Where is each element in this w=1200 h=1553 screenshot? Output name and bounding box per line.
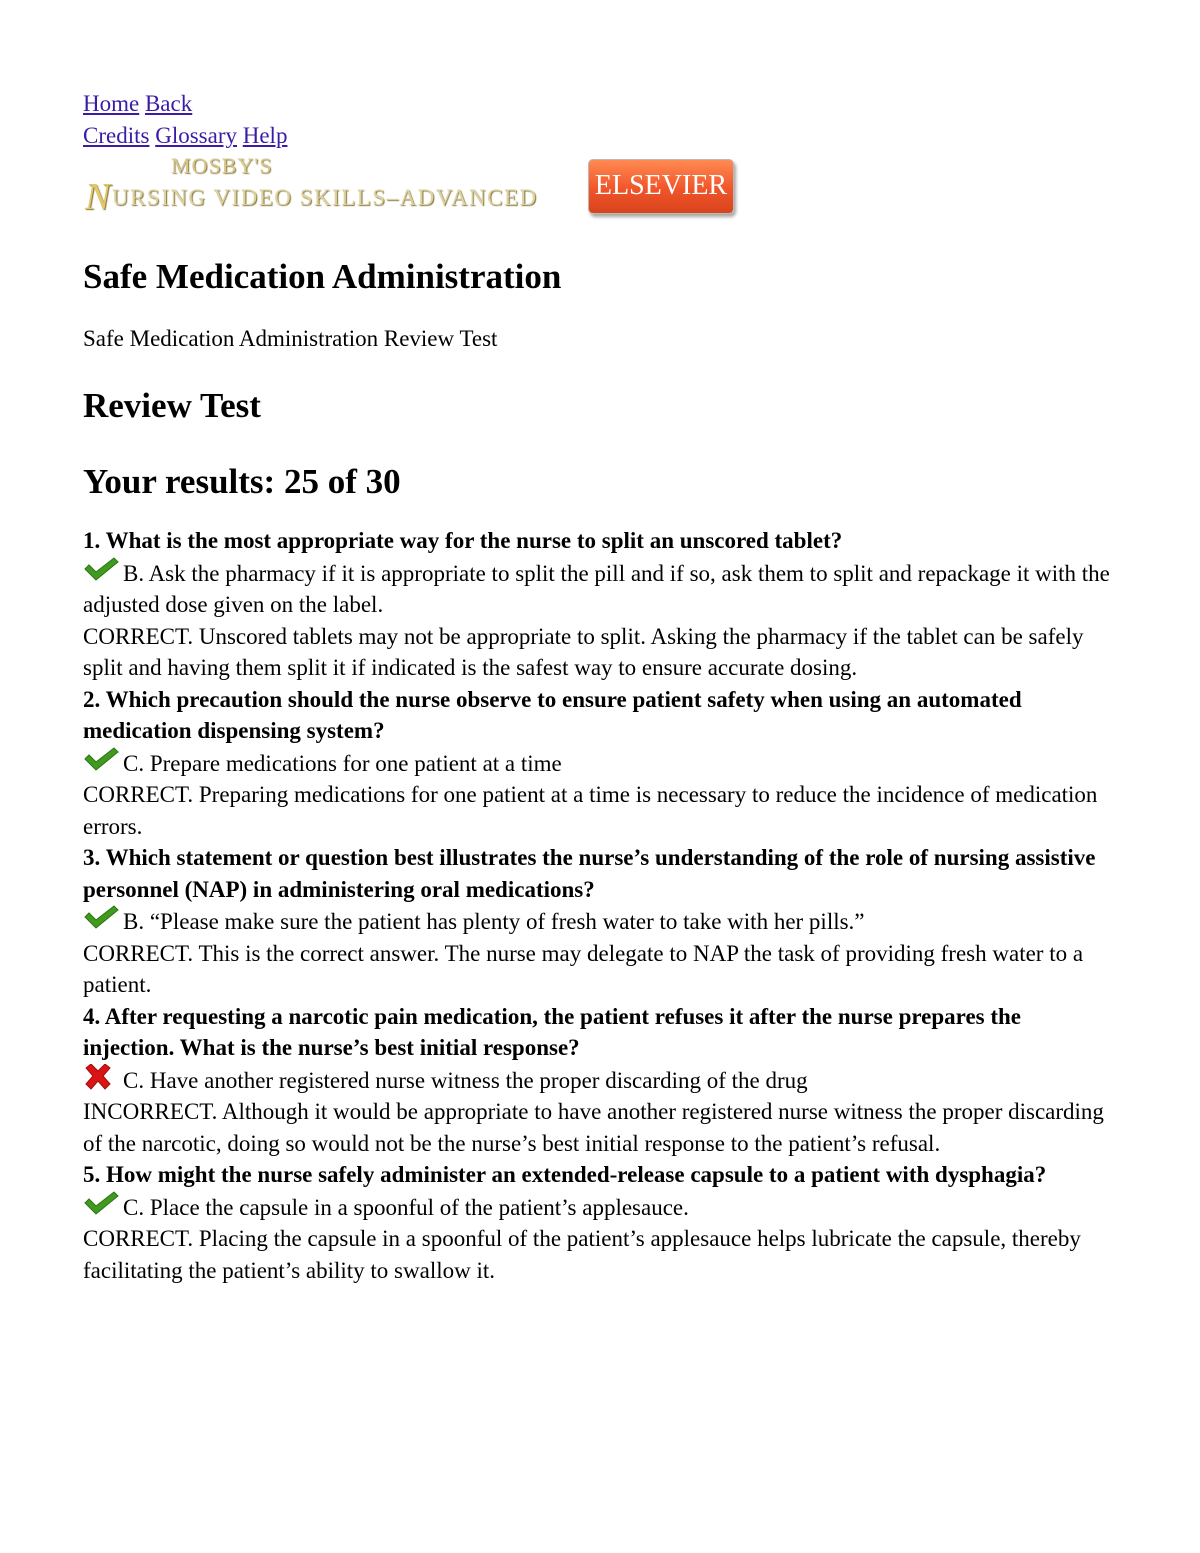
review-heading: Review Test <box>83 386 261 425</box>
answer-line <box>83 557 1118 621</box>
question-item <box>83 1001 1118 1160</box>
question-text: 2. Which precaution should the nurse observe to ensure patient safety when using an automated medication dispensing system? <box>83 686 1022 743</box>
answer-text: B. Ask the pharmacy if it is appropriate to split the pill and if so, ask them to split and repackage it with the adjusted dose given on the label. <box>83 560 1110 617</box>
answer-text: C. Prepare medications for one patient at a time <box>123 750 562 776</box>
feedback-text: CORRECT. Unscored tablets may not be appropriate to split. Asking the pharmacy if the tablet can be safely split and having them split it if indicated is the safest way to ensure accurate dosing. <box>83 623 1084 680</box>
feedback-text: CORRECT. Preparing medications for one patient at a time is necessary to reduce the incidence of medication errors. <box>83 782 1098 839</box>
question-text: 3. Which statement or question best illustrates the nurse’s understanding of the role of nursing assistive personnel (NAP) in administering oral medications? <box>83 845 1096 902</box>
elsevier-logo: ELSEVIER <box>588 159 734 214</box>
nav-row-primary <box>83 88 1118 120</box>
mosby-logo-initial: N <box>85 176 112 218</box>
page-title: Safe Medication Administration <box>83 257 562 296</box>
question-text: 1. What is the most appropriate way for the nurse to split an unscored tablet? <box>83 528 843 553</box>
question-text: 4. After requesting a narcotic pain medication, the patient refuses it after the nurse prepares the injection. What is the nurse’s best initial response? <box>83 1003 1022 1060</box>
mosby-logo-bottom <box>85 175 538 219</box>
check-icon <box>83 1191 123 1217</box>
nav-row-secondary <box>83 120 1118 152</box>
question-item <box>83 684 1118 843</box>
check-icon <box>83 557 123 583</box>
answer-line <box>83 905 1118 938</box>
answer-line <box>83 1064 1118 1097</box>
mosby-logo <box>83 153 573 218</box>
answer-line <box>83 1191 1118 1224</box>
results-heading: Your results: 25 of 30 <box>83 462 401 501</box>
check-icon <box>83 747 123 773</box>
question-text: 5. How might the nurse safely administer an extended-release capsule to a patient with dysphagia? <box>83 1162 1047 1187</box>
page-subtitle: Safe Medication Administration Review Test <box>83 326 498 351</box>
credits-link[interactable]: Credits <box>83 123 150 148</box>
mosby-logo-rest: URSING VIDEO SKILLS–ADVANCED <box>111 185 538 210</box>
question-item <box>83 525 1118 684</box>
cross-icon <box>83 1064 123 1090</box>
feedback-text: INCORRECT. Although it would be appropriate to have another registered nurse witness the proper discarding of the narcotic, doing so would not be the nurse’s best initial response to the patient’s refusal. <box>83 1099 1104 1156</box>
help-link[interactable]: Help <box>242 123 288 148</box>
glossary-link[interactable]: Glossary <box>155 123 237 148</box>
feedback-text: CORRECT. This is the correct answer. The nurse may delegate to NAP the task of providing fresh water to a patient. <box>83 940 1084 997</box>
back-link[interactable]: Back <box>144 91 193 116</box>
check-icon <box>83 905 123 931</box>
question-item <box>83 842 1118 1001</box>
question-item <box>83 1159 1118 1286</box>
answer-text: B. “Please make sure the patient has plenty of fresh water to take with her pills.” <box>123 909 865 934</box>
feedback-text: CORRECT. Placing the capsule in a spoonful of the patient’s applesauce helps lubricate the capsule, thereby facilitating the patient’s ability to swallow it. <box>83 1226 1081 1283</box>
answer-text: C. Place the capsule in a spoonful of the patient’s applesauce. <box>123 1194 689 1220</box>
answer-text: C. Have another registered nurse witness the proper discarding of the drug <box>123 1067 808 1093</box>
mosby-logo-top: MOSBY'S <box>171 153 273 178</box>
banner <box>83 153 1118 218</box>
answer-line <box>83 747 1118 780</box>
question-list <box>83 525 1118 1286</box>
page-content <box>83 88 1118 1286</box>
home-link[interactable]: Home <box>83 91 140 116</box>
